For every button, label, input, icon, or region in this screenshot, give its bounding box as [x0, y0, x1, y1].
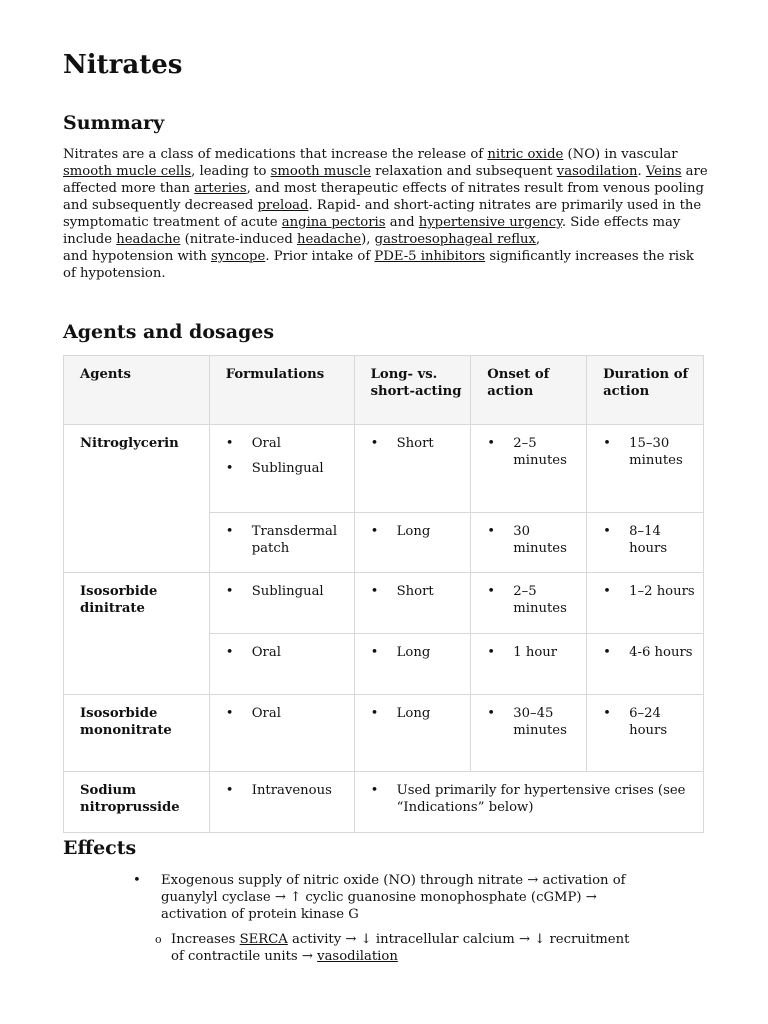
- kind-cell: [354, 425, 471, 513]
- link-nitric-oxide[interactable]: nitric oxide: [487, 147, 564, 162]
- formulation-cell: [209, 573, 354, 634]
- list-item: • 15–30 minutes: [603, 435, 695, 469]
- header-duration: Duration of action: [587, 356, 704, 425]
- list-item: • 2–5 minutes: [487, 583, 578, 617]
- list-item: • 1–2 hours: [603, 583, 695, 600]
- effects-heading: Effects: [63, 837, 137, 859]
- onset-cell: [471, 634, 587, 695]
- list-item: • Long: [371, 705, 463, 722]
- list-item: • Transdermal patch: [226, 523, 346, 557]
- list-item: • Used primarily for hypertensive crises (see “Indications” below): [371, 782, 695, 816]
- list-item: • Short: [371, 435, 463, 452]
- formulation-cell: [209, 772, 354, 833]
- header-long-short: Long- vs. short-acting: [354, 356, 471, 425]
- duration-cell: [587, 573, 704, 634]
- link-pde5-inhibitors[interactable]: PDE-5 inhibitors: [374, 249, 486, 264]
- agent-cell: Nitroglycerin: [64, 425, 210, 573]
- list-item: • Intravenous: [226, 782, 346, 799]
- link-smooth-muscle[interactable]: smooth muscle: [270, 164, 371, 179]
- list-item: • 30–45 minutes: [487, 705, 578, 739]
- onset-cell: [471, 695, 587, 772]
- list-item: • Long: [371, 523, 463, 540]
- link-vasodilation-effects[interactable]: vasodilation: [317, 949, 398, 964]
- list-item: • Short: [371, 583, 463, 600]
- page-title: Nitrates: [63, 50, 183, 80]
- kind-cell: [354, 513, 471, 573]
- link-gastroesophageal-reflux[interactable]: gastroesophageal reflux: [374, 232, 536, 247]
- list-item: • 30 minutes: [487, 523, 578, 557]
- list-item: • 8–14 hours: [603, 523, 695, 557]
- formulation-cell: [209, 513, 354, 573]
- kind-cell: [354, 695, 471, 772]
- agent-cell: Isosorbide dinitrate: [64, 573, 210, 695]
- header-formulations: Formulations: [209, 356, 354, 425]
- header-agents: Agents: [64, 356, 210, 425]
- table-row: [64, 425, 704, 513]
- onset-cell: [471, 425, 587, 513]
- kind-cell: [354, 634, 471, 695]
- agent-cell: Isosorbide mononitrate: [64, 695, 210, 772]
- agent-cell: Sodium nitroprusside: [64, 772, 210, 833]
- duration-cell: [587, 634, 704, 695]
- formulation-cell: [209, 634, 354, 695]
- header-onset: Onset of action: [471, 356, 587, 425]
- list-item: • Sublingual: [226, 583, 346, 600]
- link-hypertensive-urgency[interactable]: hypertensive urgency: [418, 215, 562, 230]
- list-item: • Oral: [226, 705, 346, 722]
- list-item: • 4-6 hours: [603, 644, 695, 661]
- circle-bullet-icon: o: [155, 933, 162, 946]
- bullet-icon: •: [133, 873, 141, 888]
- table-row: [64, 772, 704, 833]
- onset-cell: [471, 513, 587, 573]
- link-serca[interactable]: SERCA: [239, 932, 288, 947]
- link-headache-2[interactable]: headache: [296, 232, 362, 247]
- list-item: • 6–24 hours: [603, 705, 695, 739]
- summary-heading: Summary: [63, 112, 165, 134]
- table-row: [64, 695, 704, 772]
- list-item: • Oral: [226, 644, 346, 661]
- list-item: • Sublingual: [226, 460, 346, 477]
- formulation-cell: [209, 425, 354, 513]
- list-item: • 2–5 minutes: [487, 435, 578, 469]
- link-headache[interactable]: headache: [116, 232, 181, 247]
- agents-heading: Agents and dosages: [63, 321, 275, 343]
- formulation-cell: [209, 695, 354, 772]
- list-item: • Exogenous supply of nitric oxide (NO) through nitrate → activation of guanylyl cyclase → ↑ cyclic guanosine monophosphate (cGMP) → activation of protein kinase G: [133, 873, 626, 922]
- list-item: • 1 hour: [487, 644, 578, 661]
- kind-cell: [354, 573, 471, 634]
- table-row: [64, 573, 704, 634]
- link-arteries[interactable]: arteries: [194, 181, 247, 196]
- sub-list-item: o Increases SERCA activity → ↓ intracellular calcium → ↓ recruitment of contractile units → vasodilation: [155, 932, 630, 964]
- onset-cell: [471, 573, 587, 634]
- list-item: • Oral: [226, 435, 346, 452]
- duration-cell: [587, 425, 704, 513]
- agents-table: [63, 355, 704, 833]
- link-angina-pectoris[interactable]: angina pectoris: [281, 215, 386, 230]
- note-cell: [354, 772, 703, 833]
- duration-cell: [587, 695, 704, 772]
- table-header-row: [64, 356, 704, 425]
- link-veins[interactable]: Veins: [645, 164, 682, 179]
- list-item: • Long: [371, 644, 463, 661]
- duration-cell: [587, 513, 704, 573]
- link-syncope[interactable]: syncope: [211, 249, 266, 264]
- link-vasodilation[interactable]: vasodilation: [556, 164, 638, 179]
- link-smooth-muscle-cells[interactable]: smooth mucle cells: [63, 164, 192, 179]
- link-preload[interactable]: preload: [257, 198, 309, 213]
- effects-list: [133, 872, 633, 965]
- summary-paragraph: Nitrates are a class of medications that increase the release of nitric oxide (NO) in vascular smooth mucle cells, leading to smooth muscle relaxation and subsequent vasodilation. Veins are affected more than arteries, and most therapeutic effects of nitrates result from venous pooling and subsequently decreased preload. Rapid- and short-acting nitrates are primarily used in the symptomatic treatment of acute angina pectoris and hypertensive urgency. Side effects may include headache (nitrate-induced headache), gastroesophageal reflux, and hypotension with syncope. Prior intake of PDE-5 inhibitors significantly increases the risk of hypotension.: [63, 147, 708, 281]
